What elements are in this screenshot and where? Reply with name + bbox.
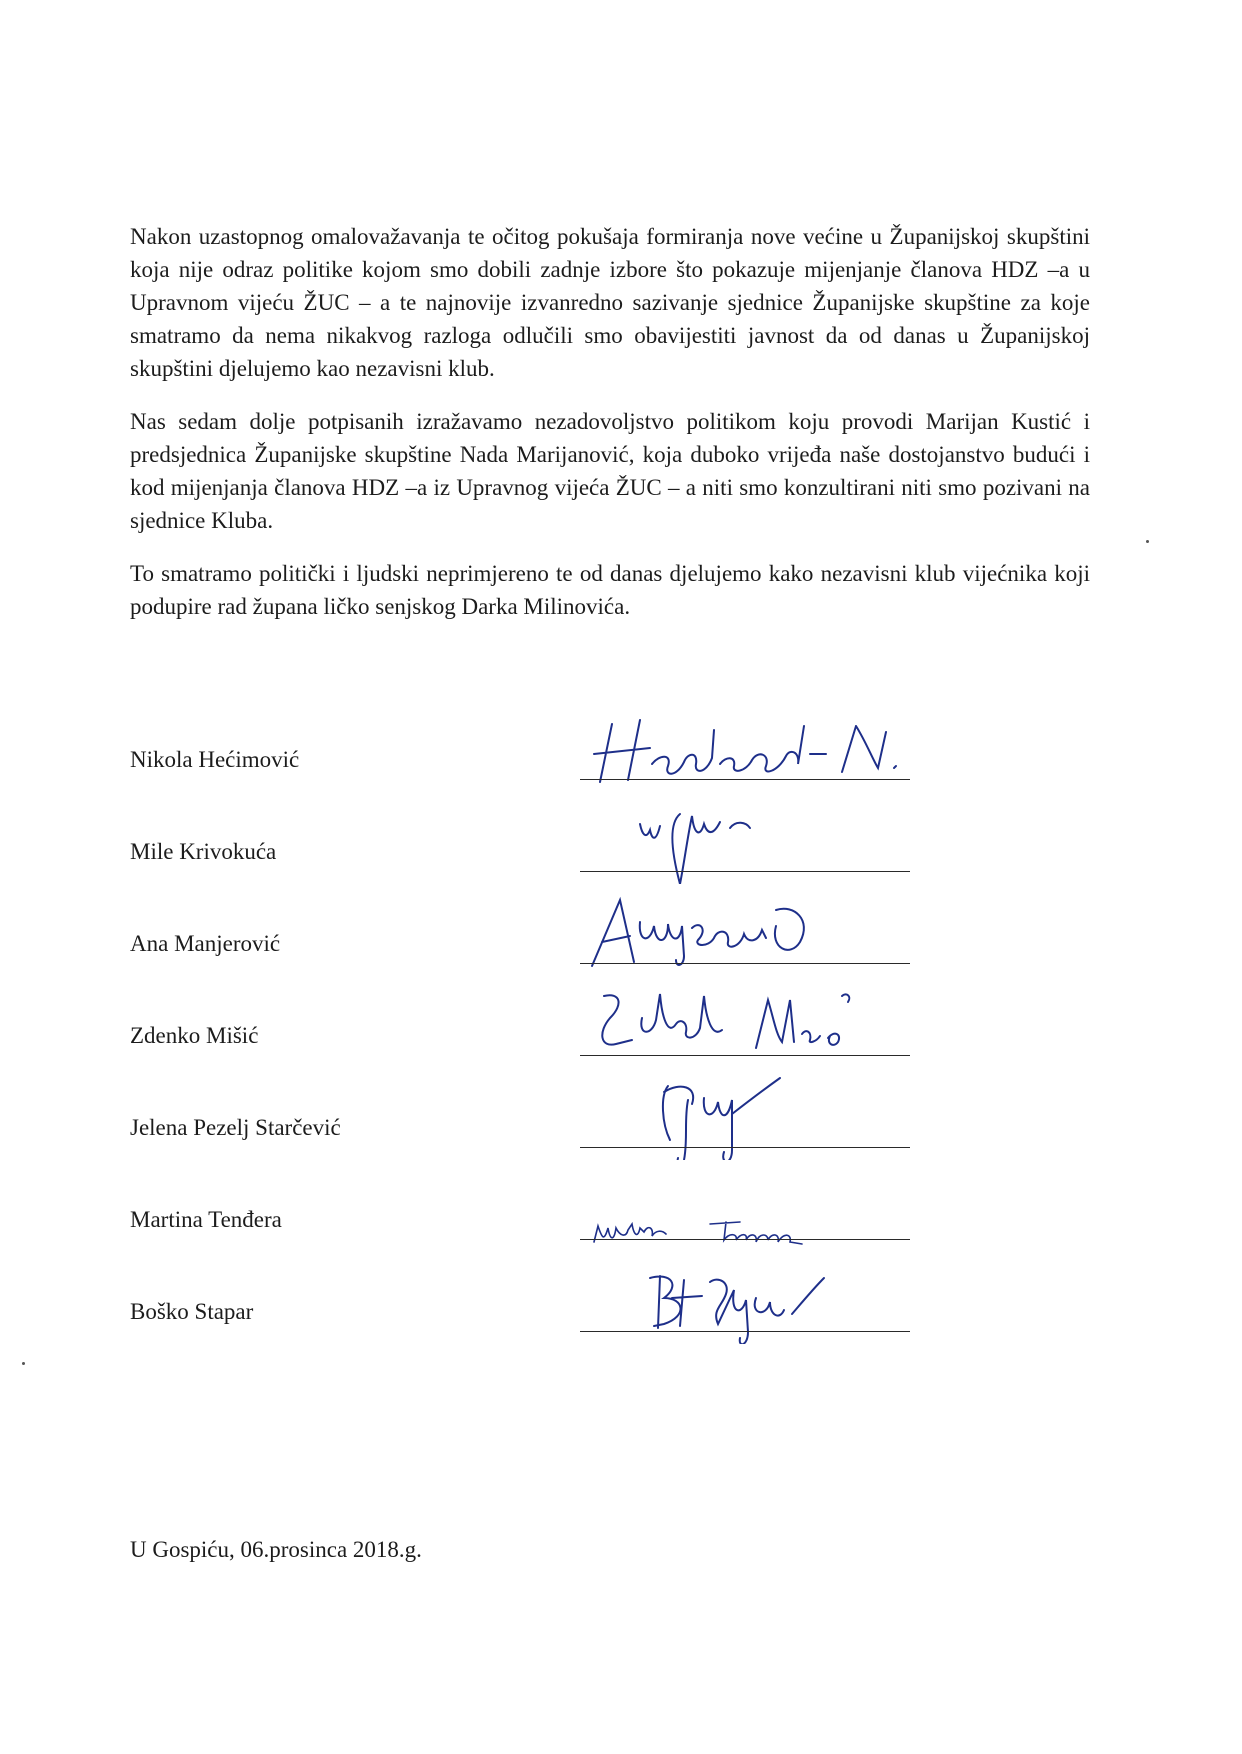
- scan-speck: [1146, 540, 1149, 543]
- paragraph-1: Nakon uzastopnog omalovažavanja te očitog pokušaja formiranja nove većine u Županijskoj skupštini koja nije odraz politike kojom smo dobili zadnje izbore što pokazuje mijenjanje članova HDZ –a u Upravnom vijeću ŽUC – a te najnovije izvanredno sazivanje sjednice Županijske skupštine za koje smatramo da nema nikakvog razloga odlučili smo obavijestiti javnost da od danas u Županijskoj skupštini djelujemo kao nezavisni klub.: [130, 224, 1090, 381]
- signatory-name: Ana Manjerović: [130, 931, 281, 956]
- signature-row: [130, 720, 1090, 780]
- signature-row: [130, 904, 1090, 964]
- signature-line: [580, 1055, 910, 1056]
- signatory-name: Nikola Hećimović: [130, 747, 300, 772]
- signatory-name: Mile Krivokuća: [130, 839, 277, 864]
- signatory-name: Boško Stapar: [130, 1299, 254, 1324]
- signature-row: [130, 1088, 1090, 1148]
- signature-row: [130, 996, 1090, 1056]
- signatory-name: Jelena Pezelj Starčević: [130, 1115, 341, 1140]
- scan-speck: [22, 1362, 25, 1365]
- signatory-name: Martina Tenđera: [130, 1207, 282, 1232]
- signature-line: [580, 963, 910, 964]
- signature-line: [580, 1239, 910, 1240]
- signature-line: [580, 871, 910, 872]
- signature-row: [130, 812, 1090, 872]
- signature-row: [130, 1272, 1090, 1332]
- signature-line: [580, 1147, 910, 1148]
- paragraph-3: To smatramo politički i ljudski neprimjereno te od danas djelujemo kako nezavisni klub vijećnika koji podupire rad župana ličko senjskog Darka Milinovića.: [130, 561, 1090, 619]
- signature-line: [580, 1331, 910, 1332]
- signatory-name: Zdenko Mišić: [130, 1023, 259, 1048]
- signature-line: [580, 779, 910, 780]
- letter-body: [130, 220, 1090, 643]
- paragraph-2: Nas sedam dolje potpisanih izražavamo nezadovoljstvo politikom koju provodi Marijan Kustić i predsjednica Županijske skupštine Nada Marijanović, koja duboko vrijeđa naše dostojanstvo budući i kod mijenjanja članova HDZ –a iz Upravnog vijeća ŽUC – a niti smo konzultirani niti smo pozivani na sjednice Kluba.: [130, 409, 1090, 533]
- signature-row: [130, 1180, 1090, 1240]
- place-and-date: U Gospiću, 06.prosinca 2018.g.: [130, 1537, 422, 1562]
